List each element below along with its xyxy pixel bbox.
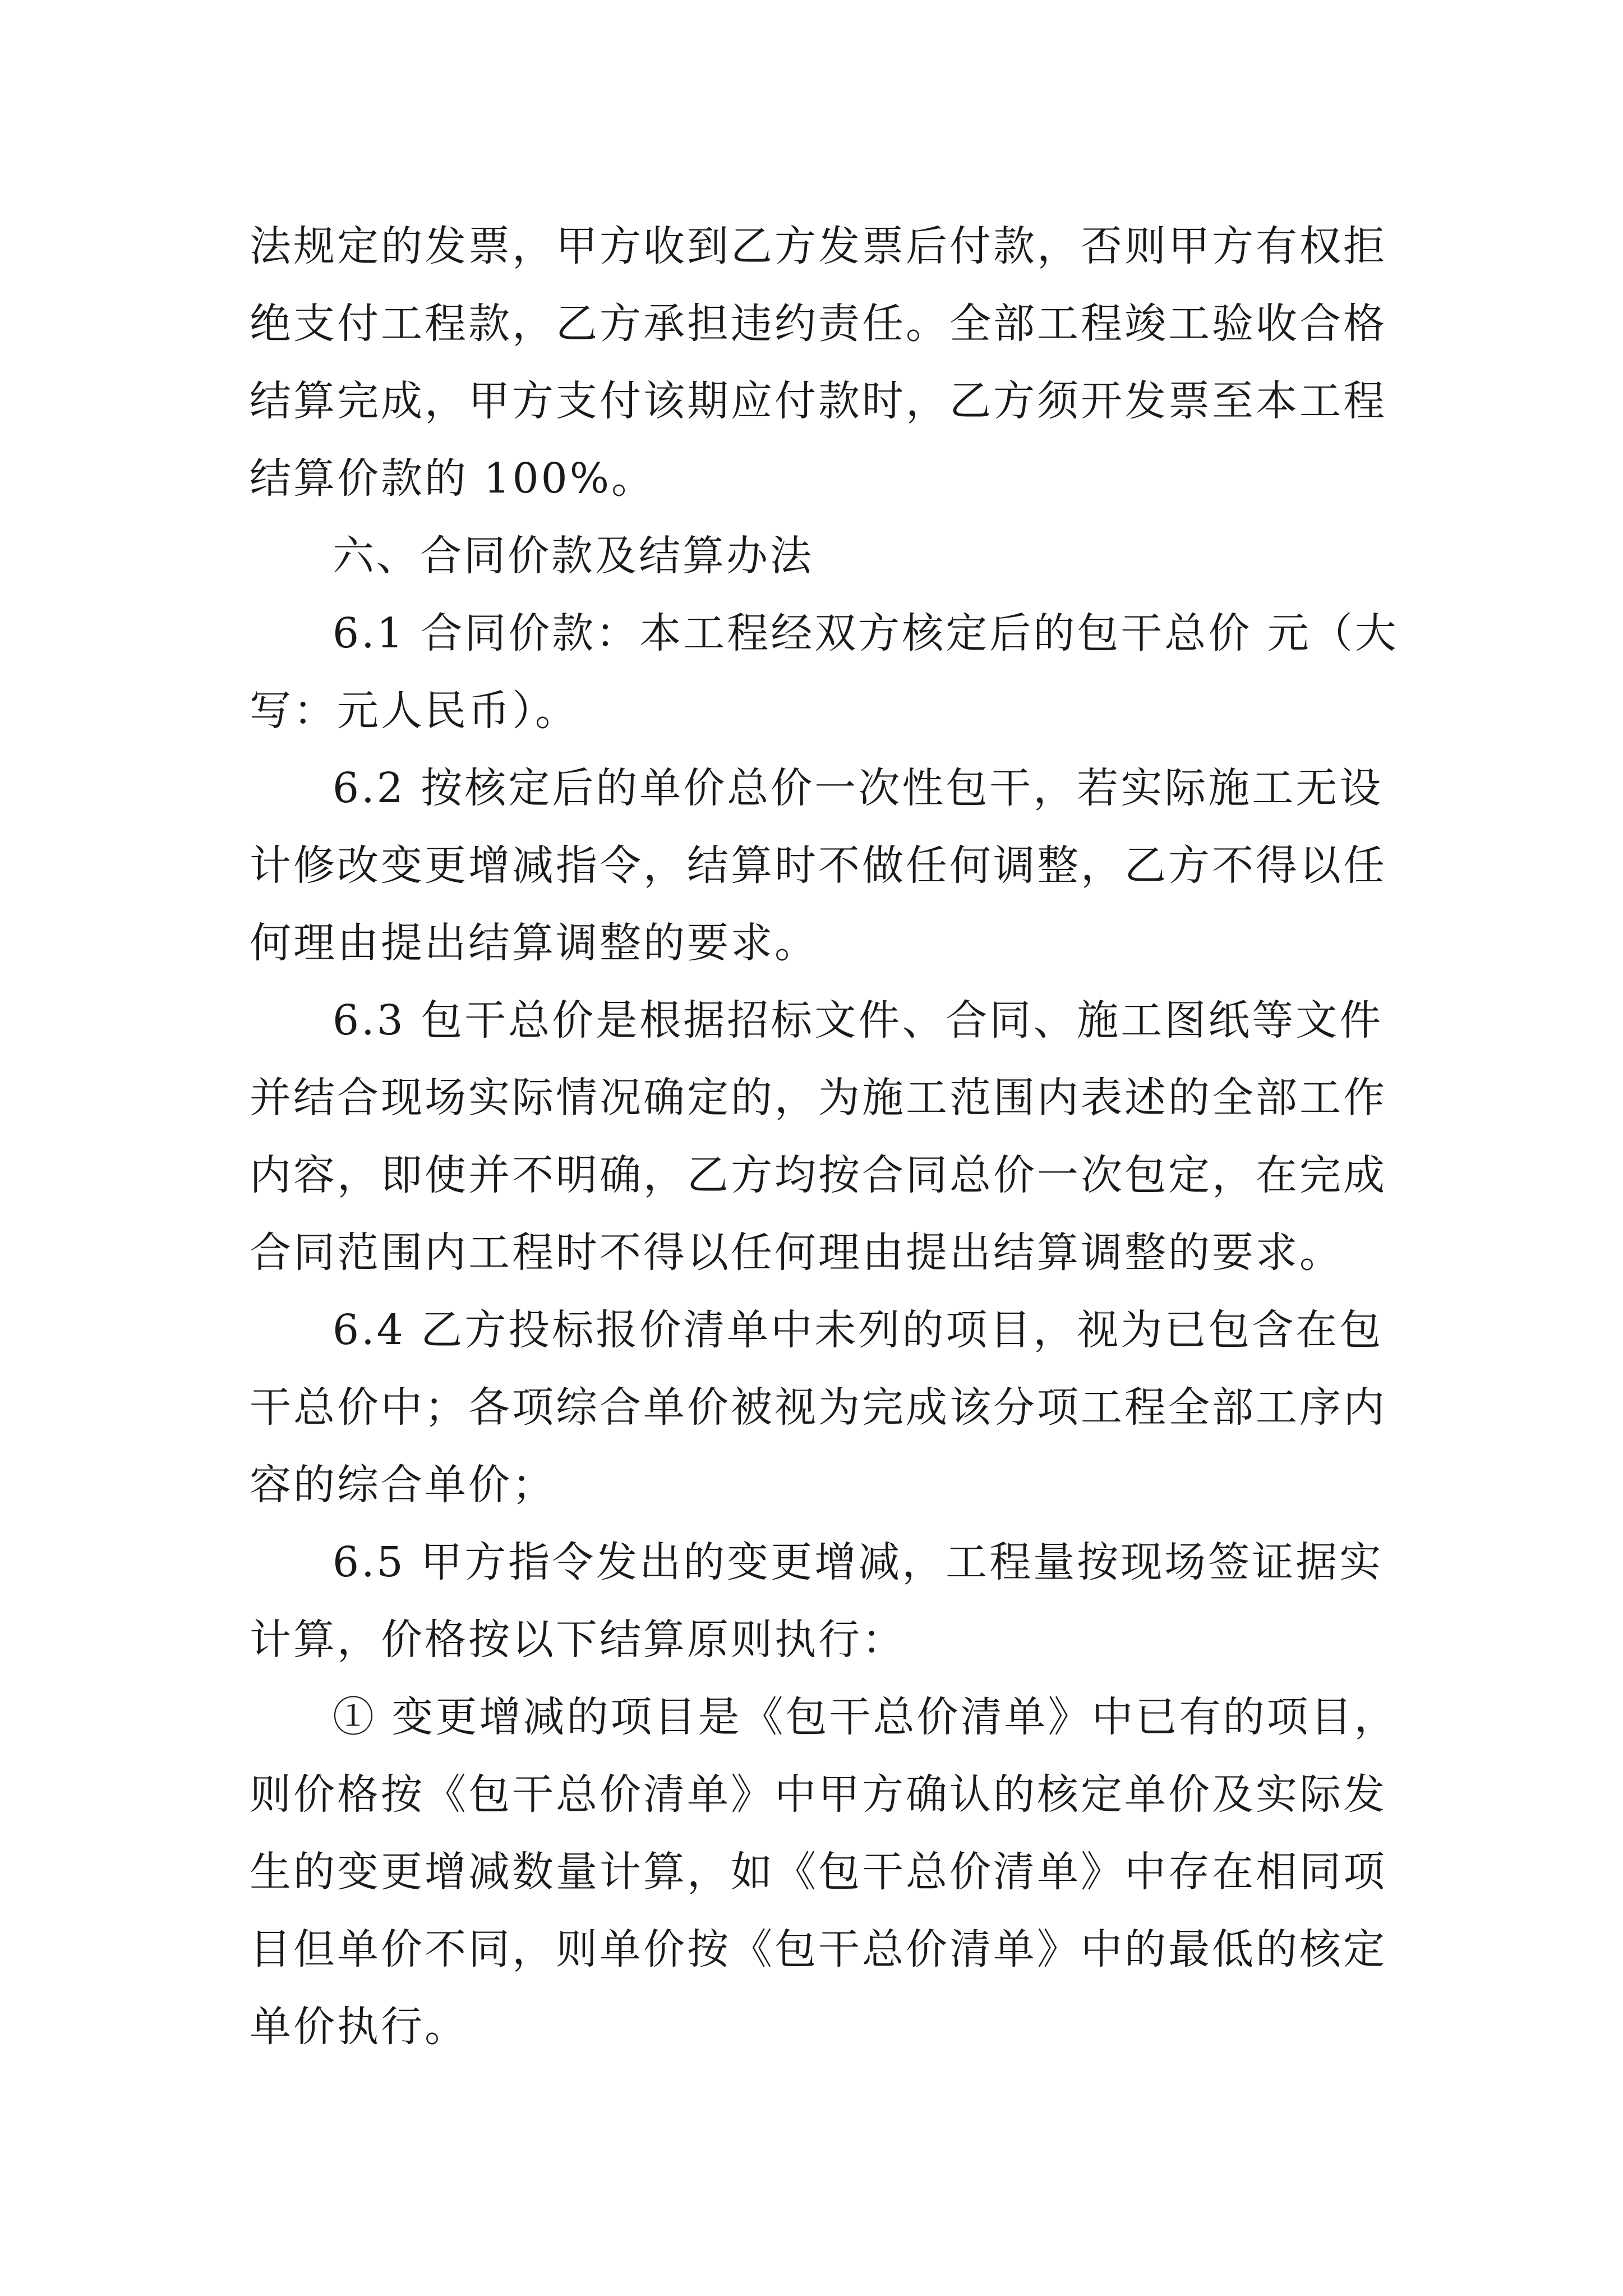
text-line: 干总价中；各项综合单价被视为完成该分项工程全部工序内 [250, 1383, 1387, 1432]
text-line: 目但单价不同，则单价按《包干总价清单》中的最低的核定 [250, 1925, 1387, 1973]
text-line: 绝支付工程款，乙方承担违约责任。全部工程竣工验收合格 [250, 300, 1387, 348]
text-line: 则价格按《包干总价清单》中甲方确认的核定单价及实际发 [250, 1770, 1387, 1819]
text-line: 内容，即使并不明确，乙方均按合同总价一次包定，在完成 [250, 1151, 1387, 1199]
text-line: 生的变更增减数量计算，如《包干总价清单》中存在相同项 [250, 1848, 1387, 1896]
clause-6-5: 6.5 甲方指令发出的变更增减，工程量按现场签证据实 [333, 1538, 1384, 1586]
clause-6-4: 6.4 乙方投标报价清单中未列的项目，视为已包含在包 [333, 1306, 1384, 1354]
text-line: 并结合现场实际情况确定的，为施工范围内表述的全部工作 [250, 1074, 1387, 1122]
clause-6-3: 6.3 包干总价是根据招标文件、合同、施工图纸等文件 [333, 996, 1384, 1045]
text-line: 合同范围内工程时不得以任何理由提出结算调整的要求。 [250, 1228, 1343, 1277]
text-line: 计算，价格按以下结算原则执行： [250, 1616, 906, 1664]
text-line: 结算价款的 100%。 [250, 454, 656, 503]
section-heading: 六、合同价款及结算办法 [333, 532, 814, 580]
text-line: 何理由提出结算调整的要求。 [250, 919, 818, 967]
text-line: 容的综合单价； [250, 1461, 556, 1509]
text-line: 单价执行。 [250, 2003, 468, 2051]
text-line: 结算完成，甲方支付该期应付款时，乙方须开发票至本工程 [250, 377, 1387, 425]
contract-text-block [250, 208, 1399, 2065]
text-line: 计修改变更增减指令，结算时不做任何调整，乙方不得以任 [250, 841, 1387, 890]
text-line: 法规定的发票，甲方收到乙方发票后付款，否则甲方有权拒 [250, 222, 1387, 270]
text-line: 写：元人民币）。 [250, 687, 579, 735]
clause-6-2: 6.2 按核定后的单价总价一次性包干，若实际施工无设 [333, 764, 1384, 812]
sub-item-1: ① 变更增减的项目是《包干总价清单》中已有的项目， [333, 1693, 1398, 1741]
clause-6-1: 6.1 合同价款：本工程经双方核定后的包干总价 元（大 [333, 609, 1399, 657]
